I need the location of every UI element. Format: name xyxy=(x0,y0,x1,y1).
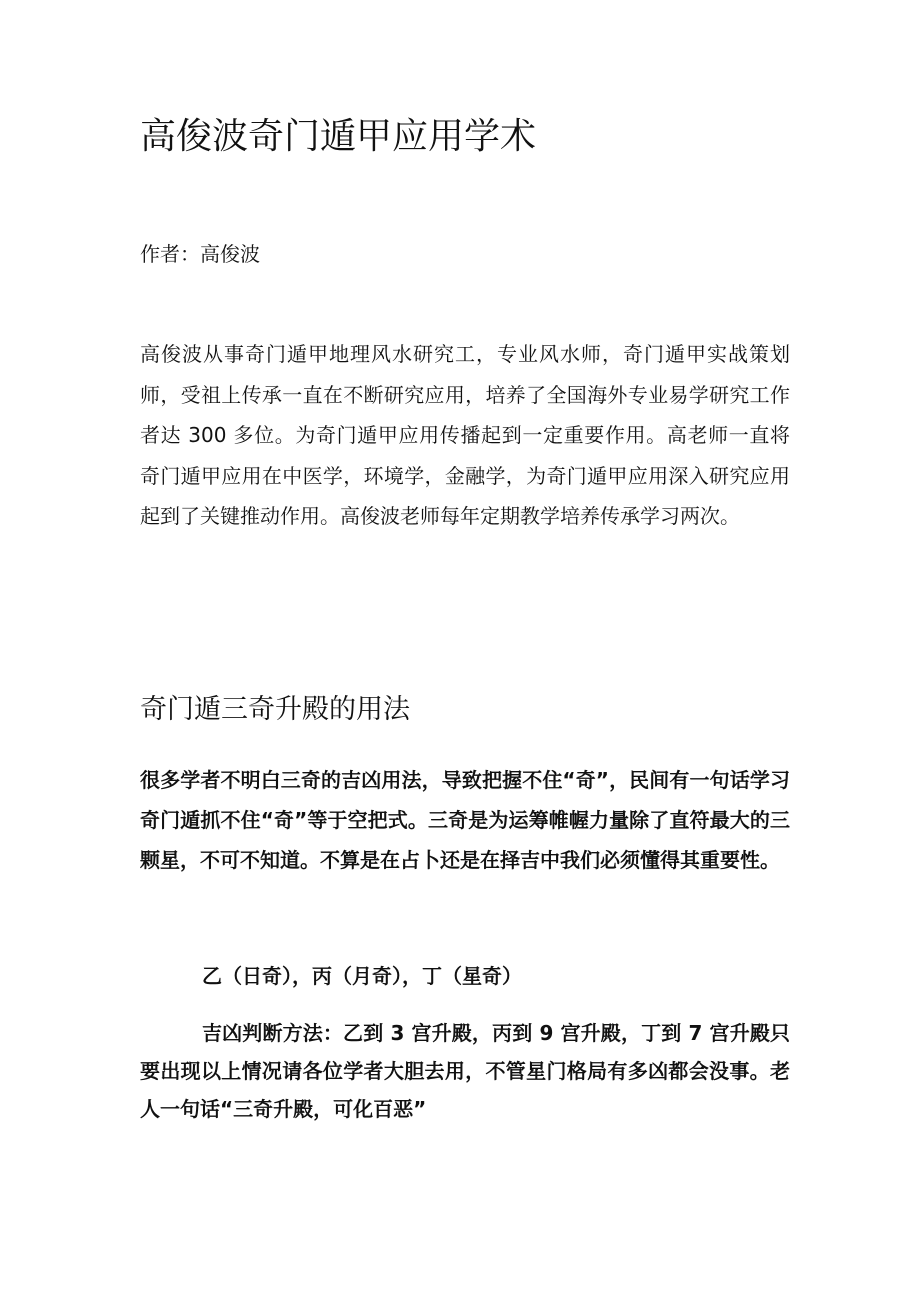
section-paragraph-3: 吉凶判断方法：乙到 3 宫升殿，丙到 9 宫升殿，丁到 7 宫升殿只要出现以上情况请各位学者大胆去用，不管星门格局有多凶都会没事。老人一句话“三奇升殿，可化百恶” xyxy=(140,1021,790,1121)
section-paragraph-2: 乙（日奇），丙（月奇），丁（星奇） xyxy=(202,964,522,988)
intro-paragraph: 高俊波从事奇门遁甲地理风水研究工，专业风水师，奇门遁甲实战策划师，受祖上传承一直在不断研究应用，培养了全国海外专业易学研究工作者达 300 多位。为奇门遁甲应用传播起到一定重要作用。高老师一直将奇门遁甲应用在中医学，环境学，金融学，为奇门遁甲应用深入研究应用起到了关键推动作用。高俊波老师每年定期教学培养传承学习两次。 xyxy=(140,342,790,528)
document-title: 高俊波奇门遁甲应用学术 xyxy=(140,116,537,157)
section-heading: 奇门遁三奇升殿的用法 xyxy=(140,694,410,725)
section-paragraph-1: 很多学者不明白三奇的吉凶用法，导致把握不住“奇”，民间有一句话学习奇门遁抓不住“奇”等于空把式。三奇是为运筹帷幄力量除了直符最大的三颗星，不可不知道。不算是在占卜还是在择吉中我们必须懂得其重要性。 xyxy=(140,768,790,872)
author-line: 作者：高俊波 xyxy=(140,242,260,266)
